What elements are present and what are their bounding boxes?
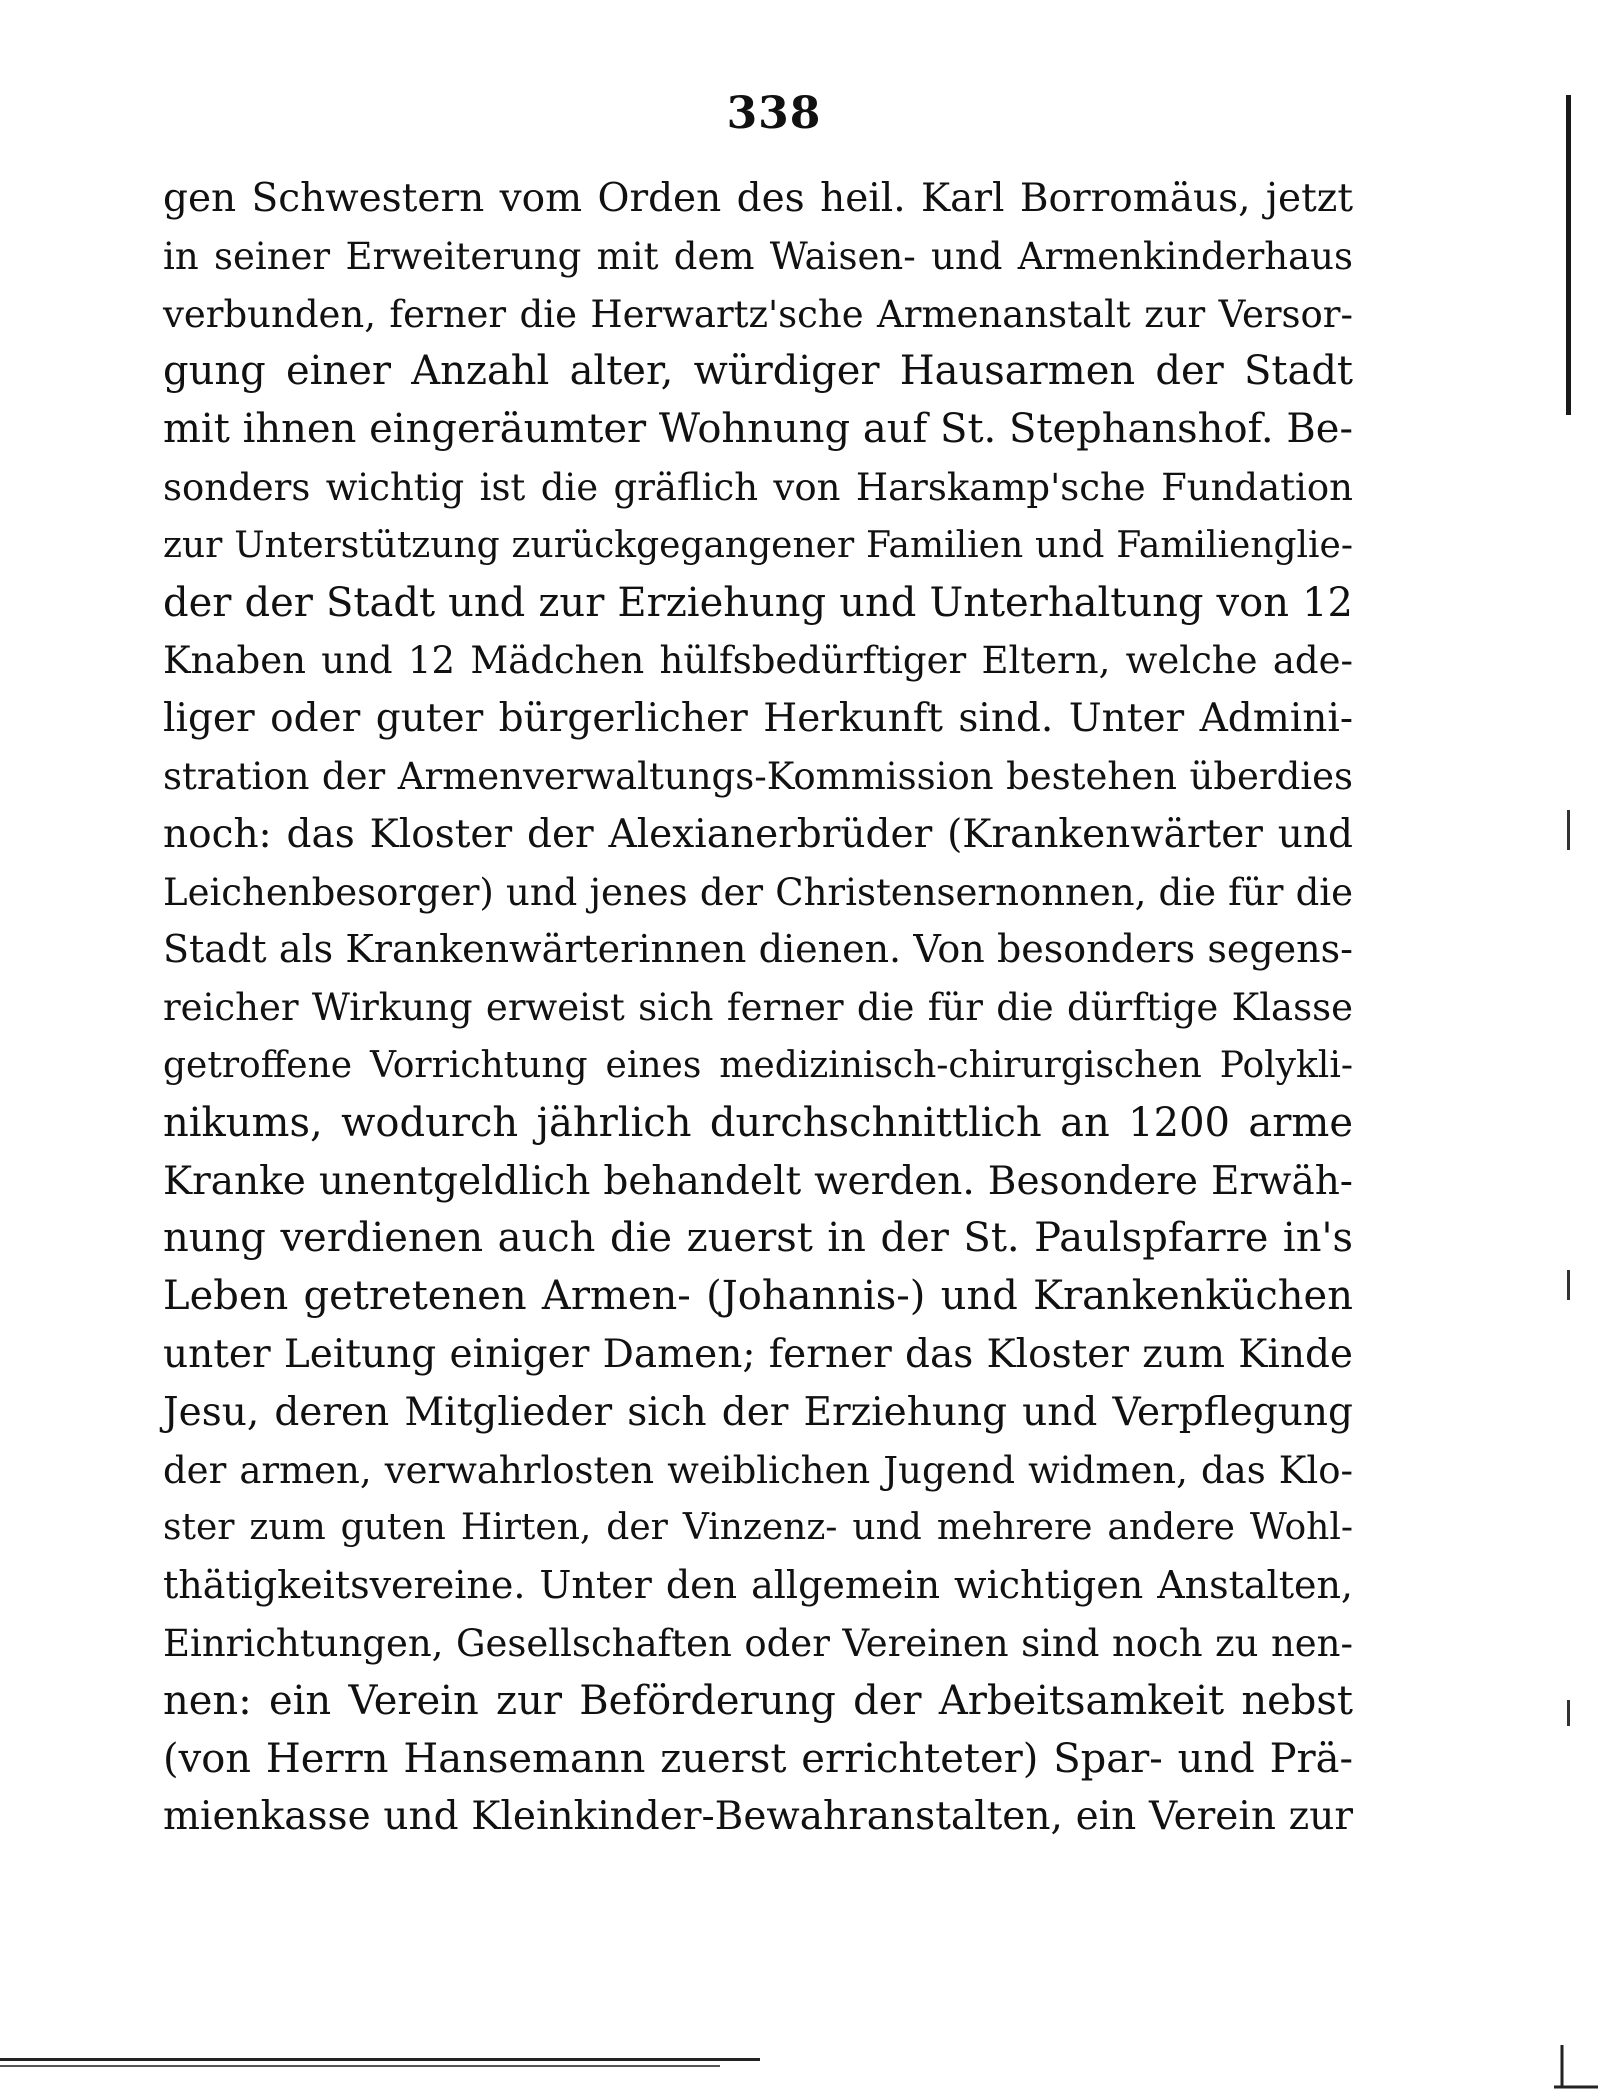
text-line: verbunden, ferner die Herwartz'sche Armenanstalt zur Versor-	[163, 292, 1353, 336]
text-line: (von Herrn Hansemann zuerst errichteter) Spar- und Prä-	[163, 1735, 1353, 1782]
scan-edge-mark	[1567, 1700, 1570, 1726]
text-line: gen Schwestern vom Orden des heil. Karl Borromäus, jetzt	[163, 176, 1353, 221]
text-line: mit ihnen eingeräumter Wohnung auf St. Stephanshof. Be-	[163, 406, 1353, 453]
text-line: der der Stadt und zur Erziehung und Unterhaltung von 12	[163, 579, 1353, 626]
text-line: sonders wichtig ist die gräflich von Harskamp'sche Fundation	[163, 465, 1353, 509]
text-line: gung einer Anzahl alter, würdiger Hausarmen der Stadt	[163, 348, 1353, 395]
text-line: ster zum guten Hirten, der Vinzenz- und mehrere andere Wohl-	[163, 1507, 1353, 1549]
text-line: Knaben und 12 Mädchen hülfsbedürftiger Eltern, welche ade-	[163, 639, 1353, 683]
page-number: 338	[726, 88, 822, 139]
text-line: thätigkeitsvereine. Unter den allgemein wichtigen Anstalten,	[163, 1563, 1353, 1608]
body-text	[163, 170, 1353, 1846]
scan-corner-mark	[1540, 2035, 1600, 2095]
text-line: reicher Wirkung erweist sich ferner die für die dürftige Klasse	[163, 986, 1353, 1030]
text-line: der armen, verwahrlosten weiblichen Jugend widmen, das Klo-	[163, 1448, 1353, 1492]
text-line: Leichenbesorger) und jenes der Christensernonnen, die für die	[163, 870, 1353, 914]
scan-edge-line	[1566, 95, 1571, 415]
text-line: nen: ein Verein zur Beförderung der Arbeitsamkeit nebst	[163, 1677, 1353, 1724]
text-line: in seiner Erweiterung mit dem Waisen- und Armenkinderhaus	[163, 234, 1353, 278]
text-line: Kranke unentgeldlich behandelt werden. Besondere Erwäh-	[163, 1158, 1353, 1204]
scan-bottom-rule	[0, 2065, 720, 2067]
text-line: Stadt als Krankenwärterinnen dienen. Von besonders segens-	[163, 927, 1353, 972]
scan-edge-mark	[1567, 1270, 1570, 1300]
text-line: unter Leitung einiger Damen; ferner das Kloster zum Kinde	[163, 1331, 1353, 1377]
text-line: zur Unterstützung zurückgegangener Familien und Familienglie-	[163, 524, 1353, 566]
text-line: noch: das Kloster der Alexianerbrüder (Krankenwärter und	[163, 811, 1353, 857]
text-line: stration der Armenverwaltungs-Kommission bestehen überdies	[163, 754, 1353, 798]
text-line: Leben getretenen Armen- (Johannis-) und Krankenküchen	[163, 1273, 1353, 1320]
text-line: nikums, wodurch jährlich durchschnittlich an 1200 arme	[163, 1099, 1353, 1146]
text-line: Einrichtungen, Gesellschaften oder Vereinen sind noch zu nen-	[163, 1621, 1353, 1665]
text-line: getroffene Vorrichtung eines medizinisch-chirurgischen Polykli-	[163, 1044, 1353, 1086]
text-line: Jesu, deren Mitglieder sich der Erziehung und Verpflegung	[163, 1389, 1353, 1435]
scan-bottom-rule	[0, 2058, 760, 2061]
text-line: mienkasse und Kleinkinder-Bewahranstalten, ein Verein zur	[163, 1794, 1353, 1840]
scan-edge-mark	[1567, 810, 1570, 850]
text-line: nung verdienen auch die zuerst in der St. Paulspfarre in's	[163, 1215, 1353, 1262]
text-line: liger oder guter bürgerlicher Herkunft sind. Unter Admini-	[163, 696, 1353, 742]
